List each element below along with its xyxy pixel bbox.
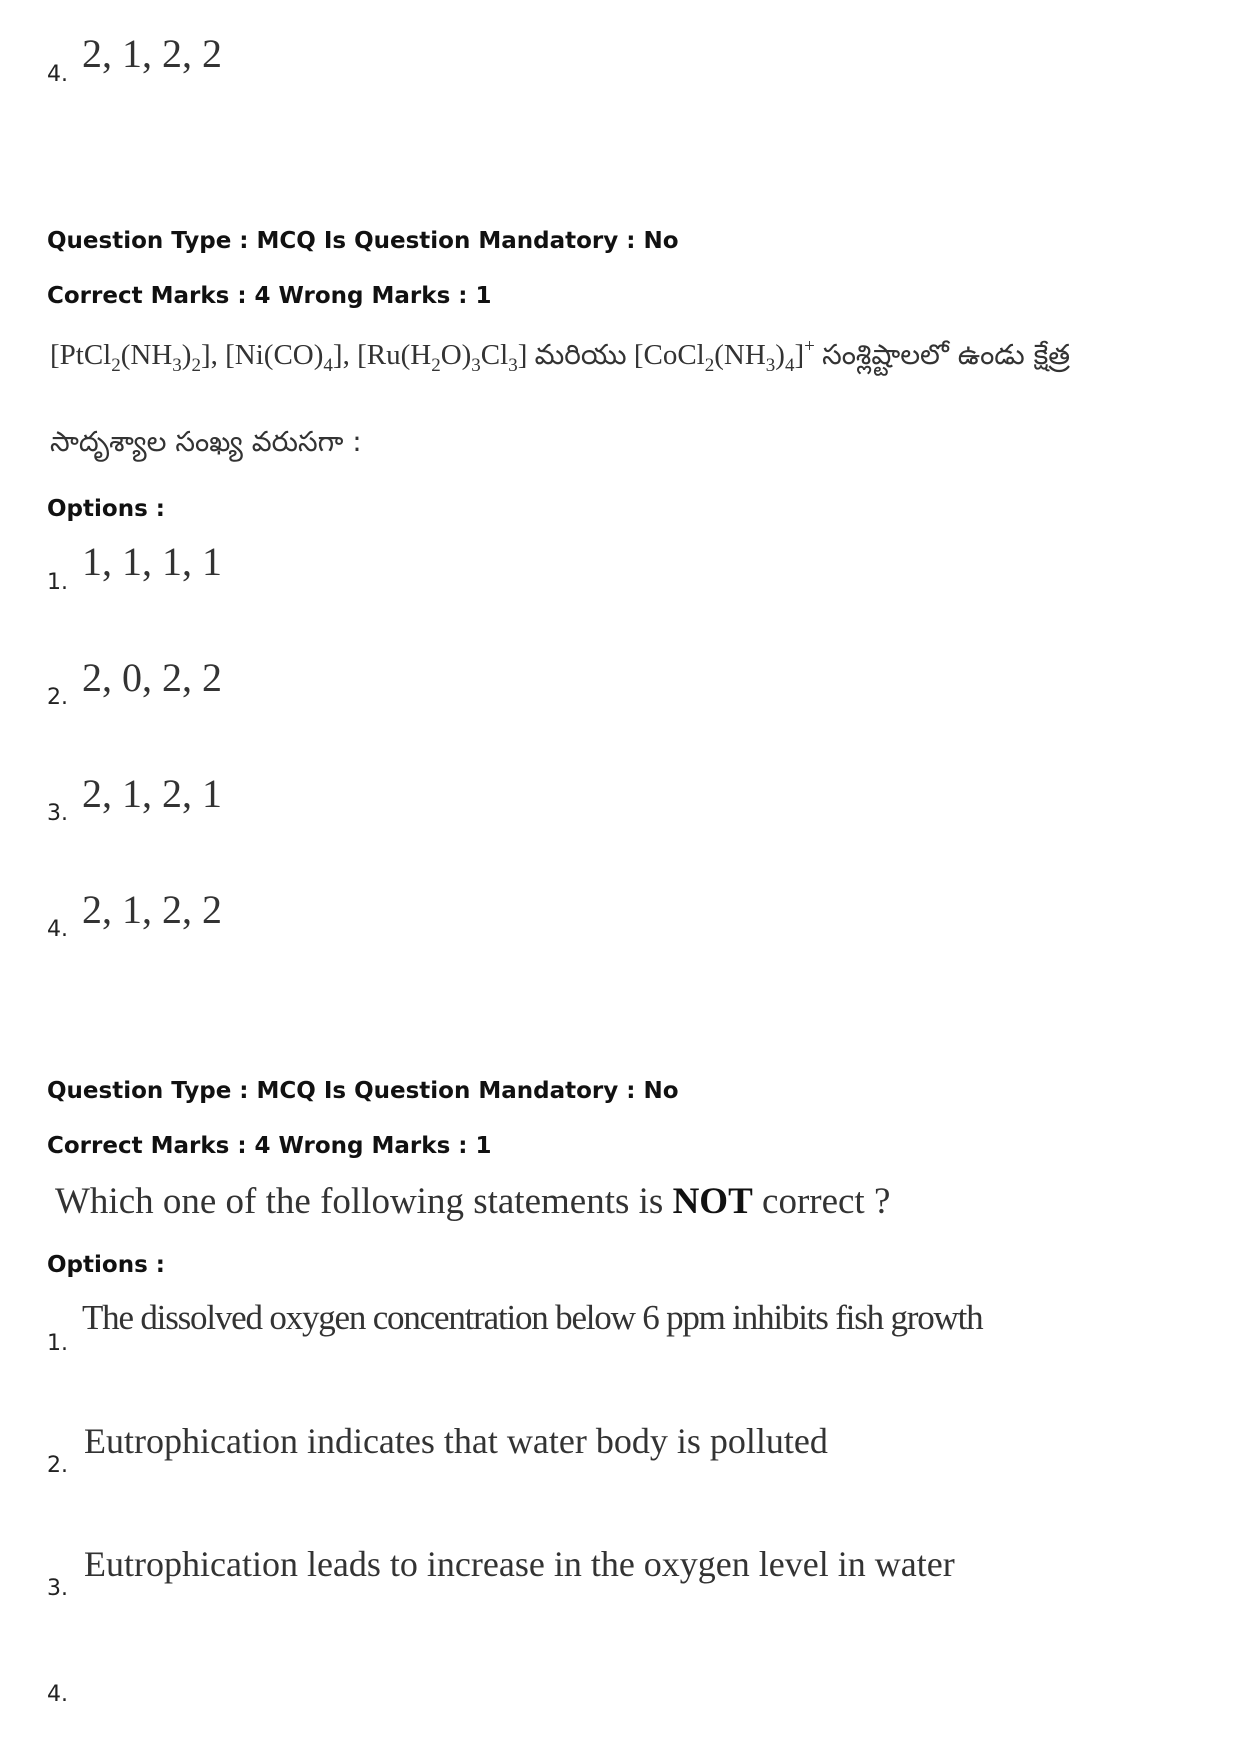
marks-line: Correct Marks : 4 Wrong Marks : 1 [47,1133,492,1159]
question-type-line: Question Type : MCQ Is Question Mandatory : No [47,1078,679,1104]
marks-line: Correct Marks : 4 Wrong Marks : 1 [47,283,492,309]
option-number: 2. [47,1453,68,1478]
option-text: The dissolved oxygen concentration below 6 ppm inhibits fish growth [82,1298,983,1337]
question-type-line: Question Type : MCQ Is Question Mandatory : No [47,228,679,254]
option-text: Eutrophication indicates that water body is polluted [84,1421,828,1461]
question-stem-line2: సాదృశ్యాల సంఖ్య వరుసగా : [50,425,362,458]
option-number: 1. [47,570,68,595]
option-number: 4. [47,1682,68,1707]
option-number: 4. [47,917,68,942]
question-stem: Which one of the following statements is NOT correct ? [55,1181,891,1222]
option-number: 2. [47,685,68,710]
option-number: 3. [47,801,68,826]
option-text: 2, 1, 2, 2 [82,887,222,932]
option-number: 4. [47,62,68,87]
option-text: 2, 1, 2, 1 [82,771,222,816]
option-text: Eutrophication leads to increase in the oxygen level in water [84,1544,955,1584]
options-label: Options : [47,496,165,522]
option-number: 3. [47,1576,68,1601]
option-text: 2, 0, 2, 2 [82,655,222,700]
question-stem-line1: $[PtCl_2(NH_3)_2]$, $[Ni(CO)_4]$, $[Ru(H_2O)_3Cl_3]$ మరియు $[CoCl_2(NH_3)_4]^+$ సంశ్లిష్టాలలో ఉండు క్షేత్ర [50,336,1071,376]
option-text: 2, 1, 2, 2 [82,31,222,76]
option-text: 1, 1, 1, 1 [82,539,222,584]
options-label: Options : [47,1252,165,1278]
option-number: 1. [47,1331,68,1356]
